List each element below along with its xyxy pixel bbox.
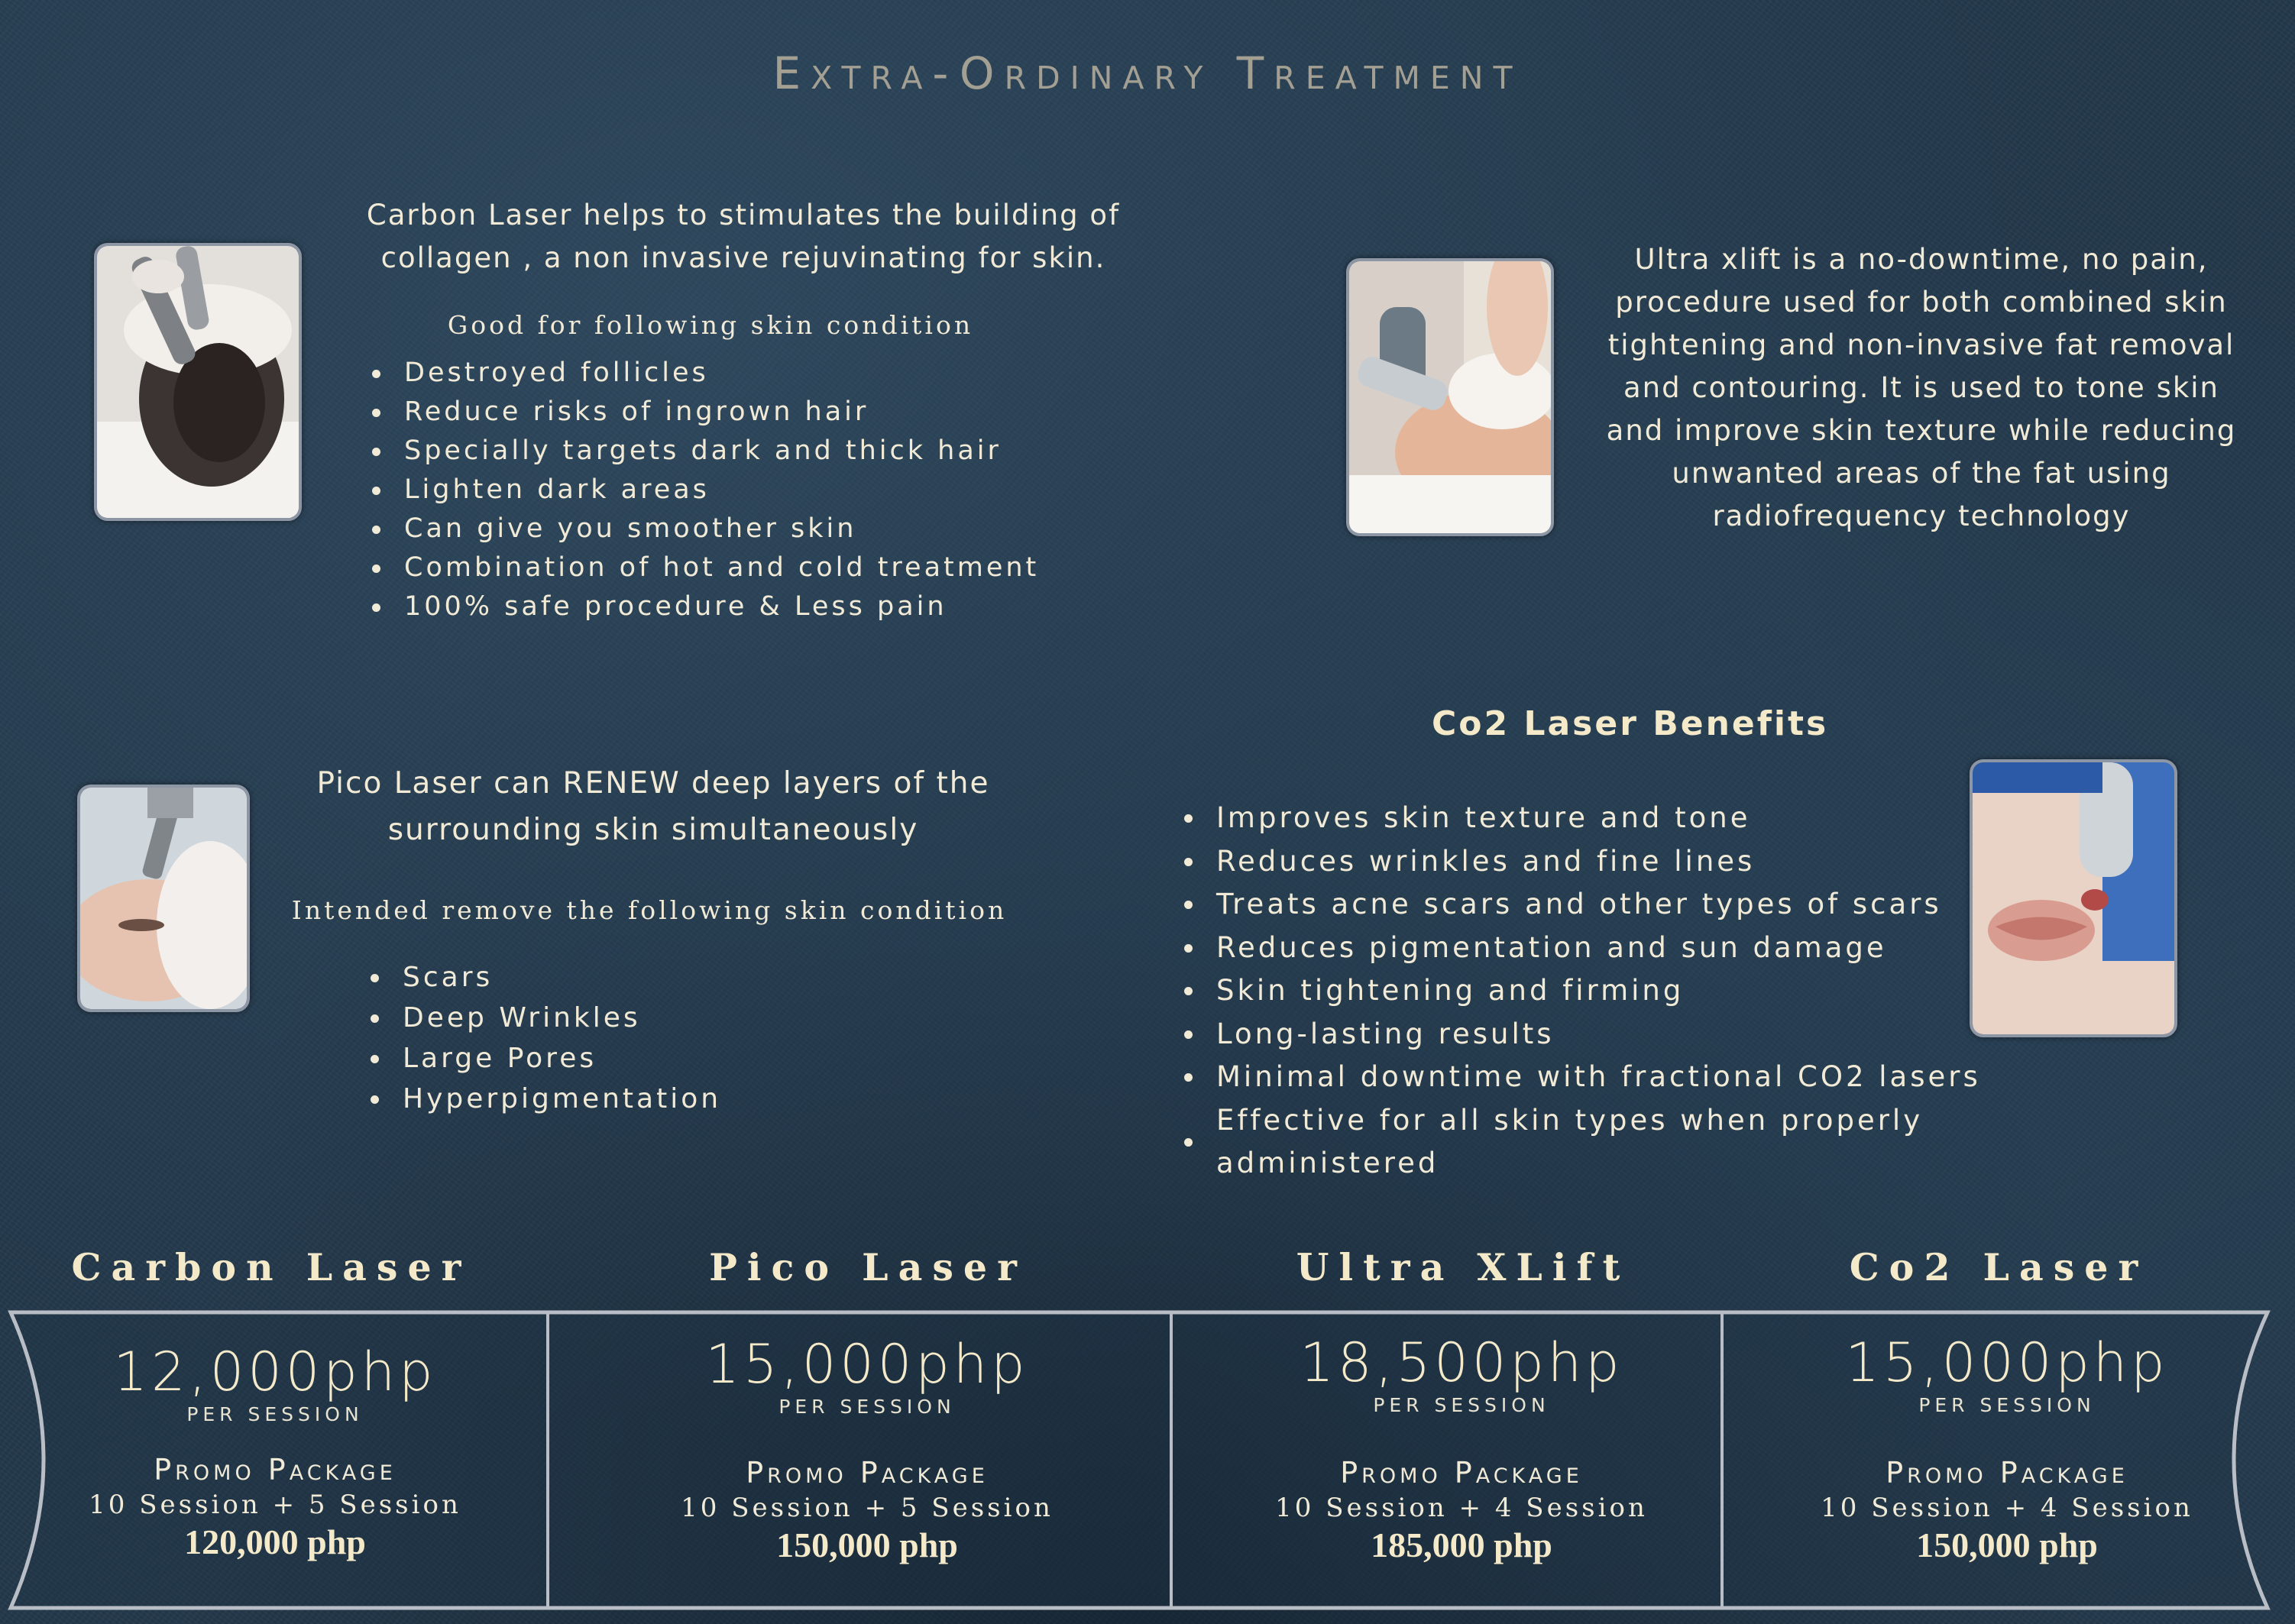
promo-label: Promo Package <box>1340 1456 1583 1490</box>
per-session-label: PER SESSION <box>1373 1394 1550 1416</box>
carbon-intro: Carbon Laser helps to stimulates the building of collagen , a non invasive rejuvinating for skin. <box>366 199 1121 274</box>
list-item: Long-lasting results <box>1184 1013 2101 1056</box>
list-item: Reduce risks of ingrown hair <box>372 393 1060 432</box>
promo-label: Promo Package <box>1886 1456 2128 1490</box>
list-item: 100% safe procedure & Less pain <box>372 587 1060 626</box>
list-item: Specially targets dark and thick hair <box>372 432 1060 471</box>
pico-benefit-list <box>371 957 905 1119</box>
promo-label: Promo Package <box>154 1453 397 1487</box>
promo-sessions: 10 Session + 4 Session <box>1821 1493 2193 1523</box>
pricing-name-carbon: Carbon Laser <box>71 1245 471 1289</box>
list-item: Improves skin texture and tone <box>1184 797 2101 840</box>
price-value: 12,000php <box>113 1341 437 1403</box>
carbon-benefit-list <box>372 354 1060 626</box>
pricing-name-pico: Pico Laser <box>709 1245 1027 1289</box>
page-title: Extra-Ordinary Treatment <box>772 47 1523 99</box>
price-value: 18,500php <box>1300 1331 1623 1394</box>
list-item: Combination of hot and cold treatment <box>372 548 1060 587</box>
list-item: Deep Wrinkles <box>371 998 905 1038</box>
co2-benefit-list <box>1184 797 2101 1186</box>
carbon-laser-photo <box>94 243 302 521</box>
price-card-ultra <box>1217 1331 1706 1565</box>
promo-total: 150,000 php <box>1916 1525 2098 1564</box>
price-card-carbon <box>31 1341 520 1562</box>
per-session-label: PER SESSION <box>778 1396 956 1418</box>
pico-subheading: Intended remove the following skin condition <box>291 895 1008 925</box>
list-item: Effective for all skin types when properly administered <box>1184 1099 2101 1186</box>
list-item: Scars <box>371 957 905 998</box>
list-item: Treats acne scars and other types of scars <box>1184 883 2101 927</box>
promo-total: 120,000 php <box>184 1522 366 1561</box>
list-item: Can give you smoother skin <box>372 510 1060 548</box>
price-card-co2 <box>1763 1331 2251 1565</box>
ultra-xlift-photo <box>1346 258 1554 536</box>
co2-heading: Co2 Laser Benefits <box>1432 704 1829 743</box>
pico-laser-photo <box>77 785 250 1012</box>
list-item: Minimal downtime with fractional CO2 lasers <box>1184 1056 2101 1099</box>
price-value: 15,000php <box>705 1333 1029 1396</box>
price-card-pico <box>623 1333 1112 1565</box>
list-item: Lighten dark areas <box>372 471 1060 510</box>
list-item: Destroyed follicles <box>372 354 1060 393</box>
price-value: 15,000php <box>1845 1331 2169 1394</box>
per-session-label: PER SESSION <box>1918 1394 2096 1416</box>
list-item: Skin tightening and firming <box>1184 969 2101 1013</box>
per-session-label: PER SESSION <box>186 1403 364 1425</box>
pricing-name-ultra: Ultra XLift <box>1296 1245 1630 1289</box>
promo-total: 150,000 php <box>776 1525 958 1564</box>
co2-laser-photo <box>1970 759 2177 1037</box>
ultra-intro: Ultra xlift is a no-downtime, no pain, procedure used for both combined skin tightening and non-invasive fat removal and contouring. It is used to tone skin and improve skin texture while reducing unwanted areas of the fat using radiofrequency technology <box>1606 243 2237 532</box>
list-item: Large Pores <box>371 1038 905 1079</box>
pricing-name-co2: Co2 Laser <box>1849 1245 2148 1289</box>
promo-total: 185,000 php <box>1371 1525 1552 1564</box>
promo-sessions: 10 Session + 5 Session <box>681 1493 1054 1523</box>
list-item: Reduces pigmentation and sun damage <box>1184 927 2101 970</box>
promo-label: Promo Package <box>746 1456 989 1490</box>
carbon-subheading: Good for following skin condition <box>447 310 974 340</box>
list-item: Reduces wrinkles and fine lines <box>1184 840 2101 884</box>
list-item: Hyperpigmentation <box>371 1079 905 1119</box>
pico-intro: Pico Laser can RENEW deep layers of the surrounding skin simultaneously <box>316 766 990 847</box>
promo-sessions: 10 Session + 5 Session <box>89 1490 461 1520</box>
promo-sessions: 10 Session + 4 Session <box>1275 1493 1648 1523</box>
